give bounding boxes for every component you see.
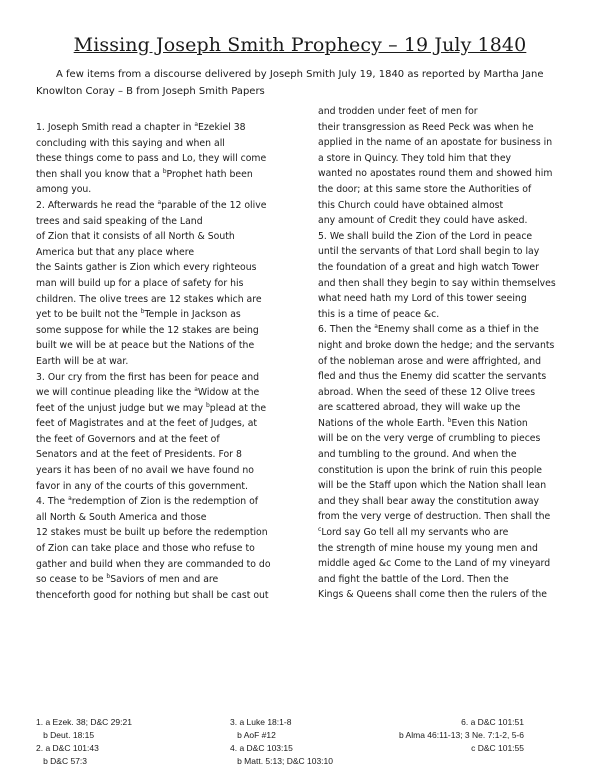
footnote-reference: 3. a Luke 18:1-8: [230, 717, 292, 727]
text-line: [318, 447, 580, 463]
text-line: [36, 588, 304, 604]
footnote-marker: a: [374, 323, 378, 331]
footnote-row: [36, 755, 564, 768]
line-text: we will continue pleading like the: [36, 387, 195, 399]
footnote-reference: 1. a Ezek. 38; D&C 29:21: [36, 717, 132, 727]
line-text: man will build up for a place of safety for his: [36, 277, 244, 289]
line-text: Nations of the whole Earth.: [318, 417, 448, 429]
text-line: [318, 229, 580, 245]
line-text: feet of Magistrates and at the feet of Judges, at: [36, 418, 258, 430]
footnote-reference: 6. a D&C 101:51: [461, 717, 524, 727]
line-text: Senators and at the feet of Presidents. For 8: [36, 449, 242, 461]
text-line: [318, 291, 580, 307]
line-text: Even this Nation: [451, 417, 528, 429]
footnote-marker: a: [68, 495, 72, 503]
text-line: [36, 338, 304, 354]
line-text: plead at the: [209, 402, 267, 414]
text-line: [36, 416, 304, 432]
text-line: [318, 135, 580, 151]
text-line: [318, 166, 580, 182]
line-text: 6. Then the: [318, 324, 375, 336]
text-line: [318, 260, 580, 276]
text-line: [318, 572, 580, 588]
right-column: [318, 104, 580, 603]
text-line: [36, 401, 304, 417]
text-line: [36, 245, 304, 261]
line-text: this is a time of peace &c.: [318, 308, 440, 320]
text-line: [318, 509, 580, 525]
line-text: 1. Joseph Smith read a chapter in: [36, 122, 195, 133]
line-text: built we will be at peace but the Nations of the: [36, 340, 255, 352]
text-line: [36, 167, 304, 183]
line-text: 5. We shall build the Zion of the Lord in peace: [318, 230, 533, 242]
text-line: [318, 431, 580, 447]
text-line: [36, 525, 304, 541]
line-text: America but that any place where: [36, 246, 195, 258]
text-line: [318, 276, 580, 292]
footnote-reference: 2. a D&C 101:43: [36, 743, 99, 753]
footnote-reference: b Matt. 5:13; D&C 103:10: [230, 756, 334, 766]
text-line: [36, 354, 304, 370]
page-title: Missing Joseph Smith Prophecy – 19 July 1840: [73, 34, 527, 56]
footnote-row: [36, 729, 564, 742]
text-line: [36, 510, 304, 526]
line-text: of Zion can take place and those who refuse to: [36, 543, 255, 555]
text-line: [318, 307, 580, 323]
line-text: Prophet hath been: [166, 168, 253, 180]
line-text: so cease to be: [36, 574, 107, 586]
text-line: [36, 120, 304, 136]
line-text: and tumbling to the ground. And when the: [318, 449, 517, 461]
text-line: [318, 369, 580, 385]
line-text: yet to be built not the: [36, 309, 141, 321]
footnote-row: [36, 716, 564, 729]
text-line: [36, 479, 304, 495]
footnote-marker: a: [194, 121, 199, 128]
text-line: [36, 214, 304, 230]
text-line: [36, 557, 304, 573]
text-line: [318, 478, 580, 494]
text-line: [318, 151, 580, 167]
line-text: 12 stakes must be built up before the redemption: [36, 527, 268, 539]
footnote-marker: b: [162, 167, 167, 175]
line-text: the door; at this same store the Authorities of: [318, 183, 532, 195]
text-line: [318, 182, 580, 198]
line-text: thenceforth good for nothing but shall be cast out: [36, 589, 269, 601]
line-text: wanted no apostates round them and showed him: [318, 168, 553, 180]
line-text: concluding with this saying and when all: [36, 137, 225, 149]
footnote-reference: b Deut. 18:15: [36, 730, 95, 740]
line-text: abroad. When the seed of these 12 Olive trees: [318, 386, 536, 398]
footnotes: [36, 716, 564, 768]
footnote-reference: 4. a D&C 103:15: [230, 743, 293, 753]
footnote-marker: a: [157, 198, 162, 206]
text-line: [36, 541, 304, 557]
line-text: night and broke down the hedge; and the servants: [318, 339, 555, 351]
text-line: [318, 525, 580, 541]
line-text: and they shall bear away the constitution away: [318, 495, 540, 507]
line-text: Widow at the: [197, 387, 260, 399]
line-text: a store in Quincy. They told him that they: [318, 152, 512, 164]
text-line: [36, 260, 304, 276]
line-text: 4. The: [36, 496, 69, 508]
footnote-marker: b: [140, 308, 145, 316]
line-text: all North & South America and those: [36, 511, 207, 523]
line-text: 2. Afterwards he read the: [36, 199, 158, 211]
text-line: [36, 463, 304, 479]
text-line: [318, 385, 580, 401]
footnote-row: [36, 742, 564, 755]
intro-paragraph: A few items from a discourse delivered by Joseph Smith July 19, 1840 as reported by Martha Jane Knowlton Coray – B from Joseph Smith Papers: [36, 69, 544, 97]
line-text: 3. Our cry from the first has been for peace and: [36, 371, 260, 383]
line-text: and then shall they begin to say within themselves: [318, 277, 556, 289]
text-line: [318, 556, 580, 572]
line-text: the Saints gather is Zion which every righteous: [36, 262, 257, 274]
line-text: the feet of Governors and at the feet of: [36, 433, 220, 445]
footnote-reference: b AoF #12: [230, 730, 276, 740]
line-text: of Zion that it consists of all North & South: [36, 231, 235, 243]
line-text: Lord say Go tell all my servants who are: [321, 527, 509, 539]
line-text: are scattered abroad, they will wake up the: [318, 402, 521, 414]
line-text: until the servants of that Lord shall begin to lay: [318, 246, 540, 258]
text-line: [36, 447, 304, 463]
text-line: [36, 198, 304, 214]
footnote-reference: b Alma 46:11-13; 3 Ne. 7:1-2, 5-6: [398, 730, 524, 740]
line-text: Temple in Jackson as: [144, 309, 241, 321]
line-text: gather and build when they are commanded to do: [36, 558, 271, 570]
line-text: trees and said speaking of the Land: [36, 215, 203, 227]
text-line: [318, 541, 580, 557]
text-line: [36, 292, 304, 308]
line-text: feet of the unjust judge but we may: [36, 402, 206, 414]
footnote-marker: b: [447, 416, 452, 424]
line-text: any amount of Credit they could have asked.: [318, 215, 528, 227]
line-text: what need hath my Lord of this tower seeing: [318, 293, 527, 305]
footnote-marker: b: [106, 573, 111, 581]
text-line: [318, 104, 580, 120]
text-line: [36, 136, 304, 152]
text-line: [318, 244, 580, 260]
line-text: then shall you know that a: [36, 168, 163, 180]
text-line: [36, 151, 304, 167]
text-line: [36, 385, 304, 401]
text-line: [36, 276, 304, 292]
line-text: the strength of mine house my young men and: [318, 542, 538, 554]
text-line: [36, 370, 304, 386]
footnote-marker: c: [318, 526, 322, 534]
line-text: Earth will be at war.: [36, 355, 129, 367]
line-text: applied in the name of an apostate for business in: [318, 137, 553, 149]
line-text: constitution is upon the brink of ruin this people: [318, 464, 543, 476]
line-text: and trodden under feet of men for: [318, 106, 478, 117]
line-text: this Church could have obtained almost: [318, 199, 504, 211]
line-text: Ezekiel 38: [198, 122, 246, 133]
text-line: [36, 432, 304, 448]
footnote-marker: b: [205, 401, 210, 409]
line-text: children. The olive trees are 12 stakes which are: [36, 293, 262, 305]
text-line: [318, 120, 580, 136]
text-line: [318, 198, 580, 214]
left-column: [36, 120, 304, 603]
text-line: [318, 213, 580, 229]
text-line: [318, 322, 580, 338]
text-line: [318, 400, 580, 416]
line-text: redemption of Zion is the redemption of: [71, 496, 259, 508]
text-line: [36, 572, 304, 588]
line-text: fled and thus the Enemy did scatter the servants: [318, 371, 547, 383]
line-text: favor in any of the courts of this government.: [36, 480, 248, 492]
line-text: Saviors of men and are: [110, 574, 219, 586]
text-line: [36, 229, 304, 245]
line-text: these things come to pass and Lo, they will come: [36, 153, 267, 165]
line-text: and fight the battle of the Lord. Then the: [318, 573, 509, 585]
line-text: middle aged &c Come to the Land of my vineyard: [318, 558, 551, 570]
line-text: among you.: [36, 184, 92, 196]
line-text: will be the Staff upon which the Nation shall lean: [318, 480, 547, 492]
line-text: years it has been of no avail we have found no: [36, 465, 254, 477]
text-line: [318, 587, 580, 603]
line-text: their transgression as Reed Peck was when he: [318, 121, 534, 133]
text-line: [318, 354, 580, 370]
footnote-marker: a: [194, 386, 198, 394]
text-line: [318, 338, 580, 354]
line-text: of the nobleman arose and were affrighted, and: [318, 355, 542, 367]
text-line: [36, 182, 304, 198]
line-text: will be on the very verge of crumbling to pieces: [318, 433, 541, 445]
footnote-reference: c D&C 101:55: [471, 743, 524, 753]
text-line: [318, 416, 580, 432]
text-line: [36, 307, 304, 323]
text-line: [36, 494, 304, 510]
text-line: [318, 463, 580, 479]
line-text: the foundation of a great and high watch Tower: [318, 261, 539, 273]
line-text: Kings & Queens shall come then the rulers of the: [318, 589, 548, 601]
line-text: parable of the 12 olive: [161, 199, 267, 211]
line-text: from the very verge of destruction. Then shall the: [318, 511, 551, 523]
text-line: [36, 323, 304, 339]
footnote-reference: b D&C 57:3: [36, 756, 88, 766]
text-line: [318, 494, 580, 510]
line-text: some suppose for while the 12 stakes are being: [36, 324, 259, 336]
line-text: Enemy shall come as a thief in the: [377, 324, 539, 336]
